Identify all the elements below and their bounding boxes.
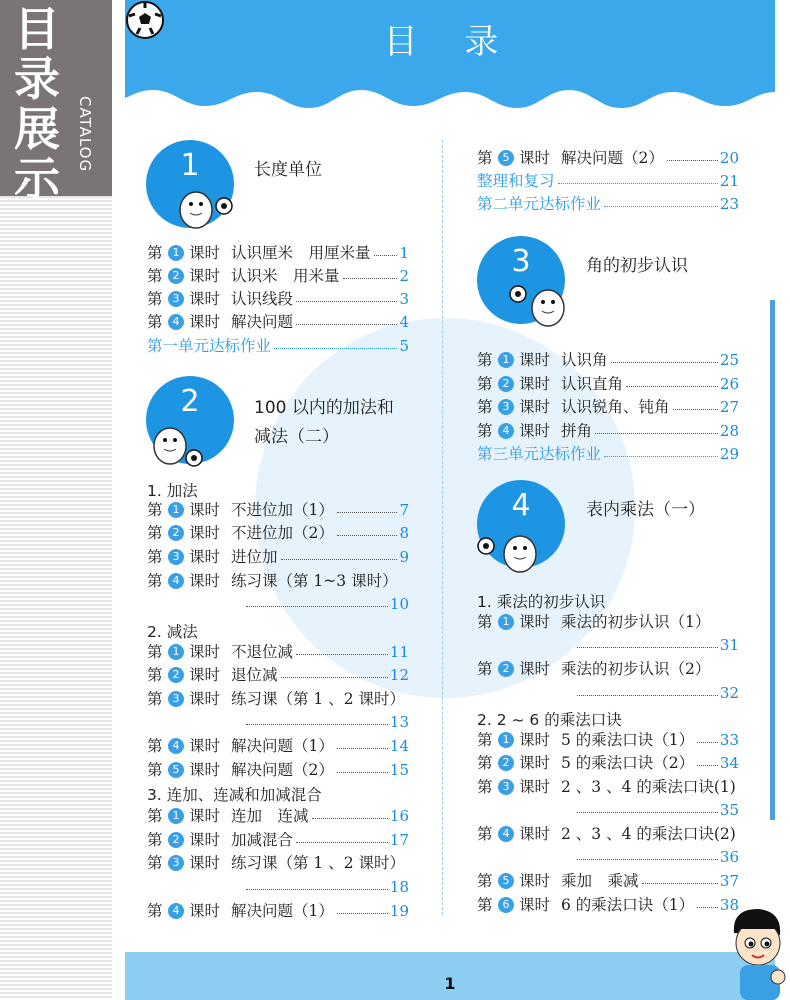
toc-continuation[interactable] [246,876,409,898]
toc-continuation[interactable] [577,799,739,821]
lesson-title: 练习课（第 1~3 课时） [231,572,398,590]
di-label: 第 [147,572,163,590]
unit-number: 2 [180,384,200,419]
keshi-label: 课时 [519,375,551,393]
lesson-title: 解决问题（2） [231,761,334,779]
page-number: 25 [719,351,739,369]
unit-title-line: 100 以内的加法和 [254,398,394,418]
page-number: 34 [719,754,739,772]
leader-dots [558,173,718,184]
lesson-number: 2 [168,667,184,683]
keshi-label: 课时 [189,548,221,566]
leader-dots [697,897,718,908]
right-edge-bar [770,300,775,820]
leader-dots [312,808,388,819]
lesson-title: 认识厘米 用厘米量 [231,244,371,262]
lesson-title: 解决问题（1） [231,902,334,920]
page-number: 20 [719,149,739,167]
lesson-number: 3 [498,399,514,415]
di-label: 第 [477,896,493,914]
di-label: 第 [147,244,163,262]
page-number-footer: 1 [444,974,456,993]
unit-title [586,496,705,525]
di-label: 第 [147,807,163,825]
page-number: 16 [389,807,409,825]
lesson-number: 5 [498,150,514,166]
keshi-label: 课时 [189,666,221,684]
keshi-label: 课时 [519,351,551,369]
leader-dots [343,268,398,279]
unit-title [586,252,688,281]
toc-entry[interactable] [147,288,409,310]
side-subtitle: CATALOG [76,96,94,173]
leader-dots [296,291,397,302]
lesson-number: 4 [168,314,184,330]
lesson-title: 连加 连减 [231,807,309,825]
toc-entry[interactable] [147,311,409,333]
di-label: 第 [477,613,493,631]
toc-entry[interactable] [477,752,739,774]
keshi-label: 课时 [519,398,551,416]
leader-dots [604,446,718,457]
toc-entry[interactable] [477,658,739,680]
lesson-title: 不退位减 [231,643,294,661]
section-title: 1. 乘法的初步认识 [477,593,606,611]
toc-continuation[interactable] [577,682,739,704]
di-label: 第 [147,290,163,308]
page-number: 23 [719,195,739,213]
page-number: 17 [389,831,409,849]
footer-band [125,952,775,1000]
unit-title-line: 角的初步认识 [586,256,688,276]
keshi-label: 课时 [189,572,221,590]
toc-entry[interactable] [477,870,739,892]
keshi-label: 课时 [189,831,221,849]
toc-entry[interactable] [477,894,739,916]
page-number: 26 [719,375,739,393]
unit-title-line: 表内乘法（一） [586,500,705,520]
lesson-number: 3 [168,291,184,307]
page-number: 29 [719,445,739,463]
di-label: 第 [147,854,163,872]
dinosaur-mascot-icon [174,180,238,232]
lesson-number: 2 [168,525,184,541]
lesson-title: 不进位加（2） [231,524,334,542]
di-label: 第 [477,660,493,678]
keshi-label: 课时 [519,778,551,796]
di-label: 第 [147,737,163,755]
lesson-number: 1 [168,245,184,261]
lesson-title: 认识米 用米量 [231,267,340,285]
keshi-label: 课时 [189,313,221,331]
lesson-title: 5 的乘法口诀（1） [561,731,695,749]
page-number: 15 [389,761,409,779]
lesson-number: 2 [168,268,184,284]
lesson-number: 1 [168,644,184,660]
leader-dots [281,667,388,678]
lesson-title: 练习课（第 1 、2 课时） [231,690,406,708]
leader-dots [246,596,388,607]
unit-title [254,394,394,452]
lesson-title: 解决问题（2） [561,149,664,167]
lesson-number: 4 [168,903,184,919]
soccer-ball-icon [125,0,165,40]
lesson-number: 3 [168,855,184,871]
unit-number: 1 [180,148,200,183]
page-number: 7 [399,501,409,519]
toc-entry[interactable] [147,499,409,521]
leader-dots [642,873,718,884]
lesson-number: 4 [498,423,514,439]
lesson-number: 2 [498,755,514,771]
page-number: 36 [719,848,739,866]
leader-dots [673,399,718,410]
lesson-title: 拼角 [561,422,593,440]
page-number: 21 [719,172,739,190]
leader-dots [611,352,718,363]
di-label: 第 [477,778,493,796]
lesson-number: 6 [498,897,514,913]
page-number: 18 [389,878,409,896]
keshi-label: 课时 [519,731,551,749]
di-label: 第 [147,524,163,542]
unit-number: 3 [511,244,531,279]
lesson-title: 5 的乘法口诀（2） [561,754,695,772]
leader-dots [626,376,718,387]
toc-entry[interactable] [477,373,739,395]
side-title-char: 展 [14,102,60,156]
toc-entry[interactable] [147,735,409,757]
toc-entry[interactable] [477,611,739,633]
lesson-title: 认识直角 [561,375,624,393]
di-label: 第 [477,872,493,890]
leader-dots [274,338,397,349]
di-label: 第 [477,149,493,167]
lesson-number: 2 [498,376,514,392]
unit-title [254,156,322,185]
leader-dots [246,714,388,725]
page-number: 5 [399,337,409,355]
di-label: 第 [147,548,163,566]
toc-entry[interactable] [477,776,739,798]
toc-entry[interactable] [147,829,409,851]
keshi-label: 课时 [519,660,551,678]
di-label: 第 [477,731,493,749]
toc-entry[interactable] [147,522,409,544]
unit-title-line: 减法（二） [254,427,339,447]
keshi-label: 课时 [519,896,551,914]
leader-dots [577,849,718,860]
lesson-number: 4 [498,826,514,842]
keshi-label: 课时 [189,761,221,779]
di-label: 第 [147,643,163,661]
lesson-title: 退位减 [231,666,278,684]
toc-continuation[interactable] [246,711,409,733]
keshi-label: 课时 [519,613,551,631]
dinosaur-mascot-icon [506,280,570,332]
page-number: 35 [719,801,739,819]
lesson-title: 练习课（第 1 、2 课时） [231,854,406,872]
side-title-char: 目 [14,2,60,56]
leader-dots [697,755,718,766]
toc-entry[interactable] [477,147,739,169]
toc-entry[interactable] [147,546,409,568]
keshi-label: 课时 [189,524,221,542]
lesson-title: 认识锐角、钝角 [561,398,670,416]
lesson-number: 4 [168,738,184,754]
lesson-number: 5 [498,873,514,889]
lesson-title: 乘法的初步认识（2） [561,660,711,678]
keshi-label: 课时 [519,754,551,772]
di-label: 第 [147,267,163,285]
leader-dots [337,525,398,536]
leader-dots [604,196,718,207]
review-title: 第三单元达标作业 [477,445,602,463]
section-title: 2. 2 ~ 6 的乘法口诀 [477,711,622,729]
page-number: 33 [719,731,739,749]
keshi-label: 课时 [519,149,551,167]
toc-entry[interactable] [477,420,739,442]
di-label: 第 [477,422,493,440]
lesson-title: 2 、3 、4 的乘法口诀(1) [561,778,736,796]
di-label: 第 [147,761,163,779]
keshi-label: 课时 [189,854,221,872]
di-label: 第 [477,398,493,416]
review-title: 第二单元达标作业 [477,195,602,213]
di-label: 第 [477,754,493,772]
page-number: 32 [719,684,739,702]
keshi-label: 课时 [189,737,221,755]
leader-dots [296,832,388,843]
lesson-title: 解决问题（1） [231,737,334,755]
lesson-title: 认识角 [561,351,608,369]
leader-dots [667,150,718,161]
keshi-label: 课时 [519,825,551,843]
lesson-number: 1 [498,352,514,368]
toc-entry[interactable] [147,570,409,592]
toc-continuation[interactable] [577,846,739,868]
dinosaur-mascot-icon [474,528,544,580]
leader-dots [337,502,398,513]
unit-title-line: 长度单位 [254,160,322,180]
toc-entry[interactable] [147,805,409,827]
di-label: 第 [147,313,163,331]
toc-entry[interactable] [147,265,409,287]
di-label: 第 [147,666,163,684]
keshi-label: 课时 [189,690,221,708]
page-number: 2 [399,267,409,285]
page-number: 37 [719,872,739,890]
toc-entry[interactable] [477,349,739,371]
page-number: 27 [719,398,739,416]
keshi-label: 课时 [189,267,221,285]
boy-mascot-icon [728,905,786,1000]
keshi-label: 课时 [189,643,221,661]
lesson-number: 2 [498,661,514,677]
lesson-number: 5 [168,762,184,778]
lesson-title: 加减混合 [231,831,294,849]
keshi-label: 课时 [189,501,221,519]
lesson-number: 1 [498,614,514,630]
section-title: 2. 减法 [147,623,198,641]
lesson-title: 进位加 [231,548,278,566]
lesson-number: 2 [168,832,184,848]
side-title-char: 录 [14,52,60,106]
section-title: 1. 加法 [147,482,198,500]
review-entry[interactable] [147,335,409,357]
lesson-number: 3 [498,779,514,795]
review-entry[interactable] [477,443,739,465]
section-title: 3. 连加、连减和加减混合 [147,786,322,804]
lesson-number: 1 [498,732,514,748]
lesson-title: 乘加 乘减 [561,872,639,890]
keshi-label: 课时 [189,244,221,262]
page-number: 31 [719,636,739,654]
leader-dots [246,879,388,890]
di-label: 第 [147,831,163,849]
review-entry[interactable] [477,193,739,215]
page-number: 8 [399,524,409,542]
page-number: 12 [389,666,409,684]
page-number: 38 [719,896,739,914]
lesson-number: 3 [168,549,184,565]
keshi-label: 课时 [519,872,551,890]
keshi-label: 课时 [189,290,221,308]
page-number: 19 [389,902,409,920]
lesson-title: 6 的乘法口诀（1） [561,896,695,914]
toc-continuation[interactable] [246,593,409,615]
side-label-box [0,0,112,206]
lesson-number: 1 [168,808,184,824]
leader-dots [337,762,388,773]
review-title: 第一单元达标作业 [147,337,272,355]
page-number: 11 [389,643,409,661]
toc-entry[interactable] [147,664,409,686]
toc-entry[interactable] [477,823,739,845]
page-number: 1 [399,244,409,262]
dinosaur-mascot-icon [148,420,212,472]
toc-entry[interactable] [147,852,409,874]
toc-entry[interactable] [147,759,409,781]
page-number: 10 [389,595,409,613]
side-title [14,4,70,204]
page-number: 13 [389,713,409,731]
keshi-label: 课时 [189,902,221,920]
lesson-number: 1 [168,502,184,518]
toc-entry[interactable] [147,688,409,710]
toc-entry[interactable] [147,641,409,663]
di-label: 第 [477,825,493,843]
review-title: 整理和复习 [477,172,555,190]
header-banner [125,0,775,118]
page-number: 28 [719,422,739,440]
leader-dots [697,732,718,743]
leader-dots [337,903,388,914]
leader-dots [577,802,718,813]
column-divider [442,140,443,915]
lesson-number: 4 [168,573,184,589]
leader-dots [374,245,398,256]
toc-entry[interactable] [147,900,409,922]
lesson-title: 乘法的初步认识（1） [561,613,711,631]
keshi-label: 课时 [519,422,551,440]
unit-number: 4 [511,488,531,523]
leader-dots [337,738,388,749]
di-label: 第 [147,690,163,708]
leader-dots [577,637,718,648]
leader-dots [296,314,397,325]
di-label: 第 [477,351,493,369]
di-label: 第 [147,902,163,920]
leader-dots [296,644,388,655]
leader-dots [281,549,398,560]
di-label: 第 [147,501,163,519]
lesson-title: 解决问题 [231,313,294,331]
di-label: 第 [477,375,493,393]
toc-entry[interactable] [147,242,409,264]
page-number: 3 [399,290,409,308]
toc-entry[interactable] [477,729,739,751]
page-title: 目 录 [383,22,517,62]
side-title-char: 示 [14,152,60,206]
toc-continuation[interactable] [577,634,739,656]
keshi-label: 课时 [189,807,221,825]
page-number: 4 [399,313,409,331]
lesson-title: 2 、3 、4 的乘法口诀(2) [561,825,736,843]
page-number: 9 [399,548,409,566]
review-entry[interactable] [477,170,739,192]
lesson-title: 认识线段 [231,290,294,308]
lesson-number: 3 [168,691,184,707]
page-number: 14 [389,737,409,755]
leader-dots [595,423,718,434]
lesson-title: 不进位加（1） [231,501,334,519]
toc-entry[interactable] [477,396,739,418]
leader-dots [577,685,718,696]
